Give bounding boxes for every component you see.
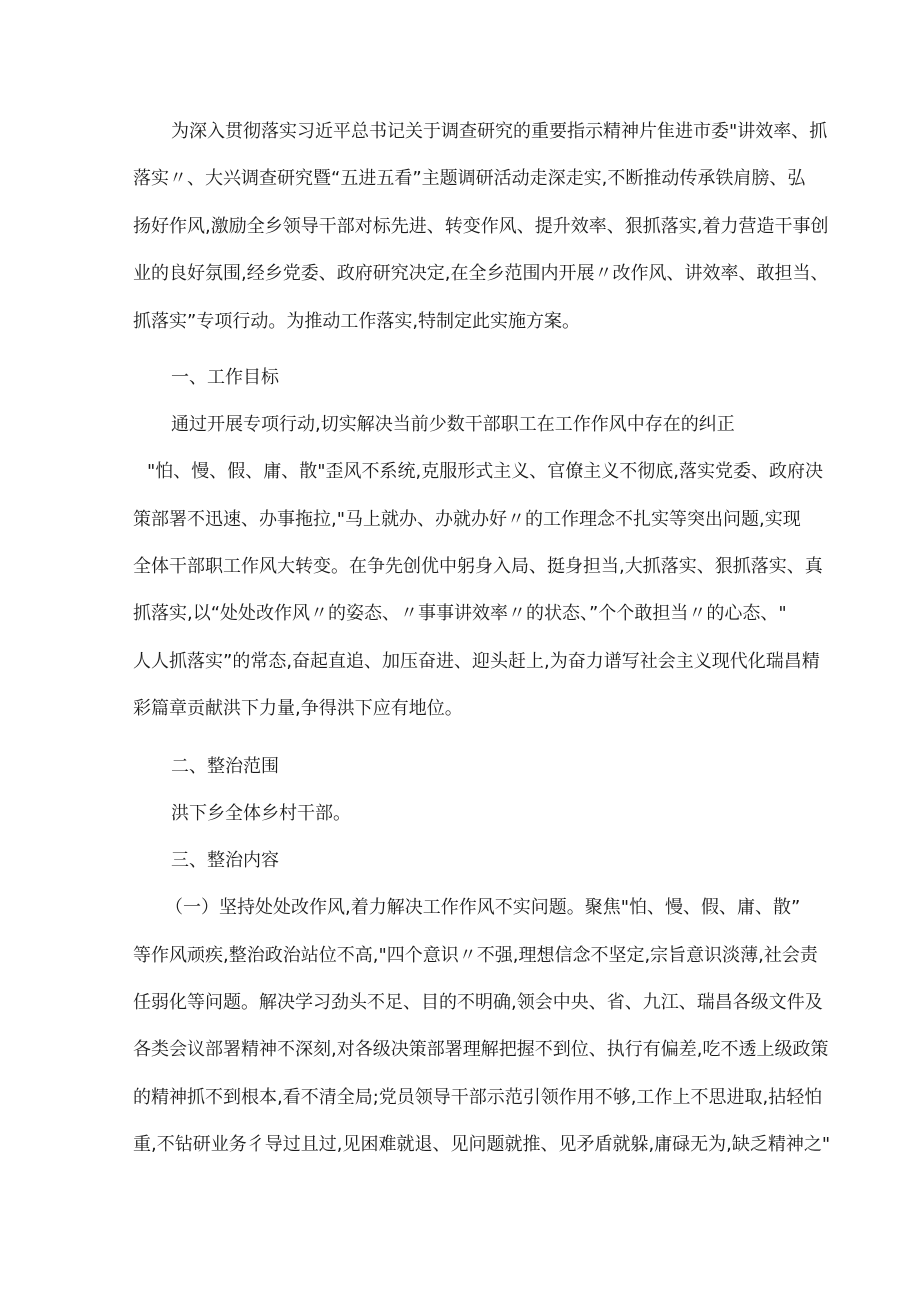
text-line: 抓落实”专项行动。为推动工作落实,特制定此实施方案。 bbox=[133, 311, 581, 332]
text-line: 扬好作风,激励全乡领导干部对标先进、转变作风、提升效率、狠抓落实,着力营造干事创 bbox=[133, 216, 829, 237]
text-line: 为深入贯彻落实习近平总书记关于调查研究的重要指示精神片隹进市委"讲效率、抓 bbox=[171, 121, 828, 142]
text-line: "怕、慢、假、庸、散"歪风不系统,克服形式主义、官僚主义不彻底,落实党委、政府决 bbox=[147, 461, 823, 482]
text-line: 落实〃、大兴调查研究暨“五进五看”主题调研活动走深走实,不断推动传承铁肩膀、弘 bbox=[133, 168, 806, 189]
text-line: 重,不钻研业务彳导过且过,见困难就退、见问题就推、见矛盾就躲,庸碌无为,缺乏精神之" bbox=[133, 1134, 831, 1155]
text-line: 业的良好氛围,经乡党委、政府研究决定,在全乡范围内开展〃改作风、讲效率、敢担当、 bbox=[133, 263, 829, 284]
section-heading-content: 三、整治内容 bbox=[171, 850, 279, 871]
text-line: 人人抓落实”的常态,奋起直追、加压奋进、迎头赶上,为奋力谱写社会主义现代化瑞昌精 bbox=[133, 651, 820, 672]
text-line: 抓落实,以“处处改作风〃的姿态、〃事事讲效率〃的状态、”个个敢担当〃的心态、" bbox=[133, 603, 787, 624]
text-line: 各类会议部署精神不深刻,对各级决策部署理解把握不到位、执行有偏差,吃不透上级政策 bbox=[133, 1039, 829, 1060]
text-line: 彩篇章贡献洪下力量,争得洪下应有地位。 bbox=[133, 698, 463, 719]
text-line: 策部署不迅速、办事拖拉,"马上就办、办就办好〃的工作理念不扎实等突出问题,实现 bbox=[133, 509, 801, 530]
text-line: 全体干部职工作风大转变。在争先创优中躬身入局、挺身担当,大抓落实、狠抓落实、真 bbox=[133, 556, 823, 577]
section-heading-scope: 二、整治范围 bbox=[171, 756, 279, 777]
section-heading-goals: 一、工作目标 bbox=[171, 367, 279, 388]
text-line: 洪下乡全体乡村干部。 bbox=[171, 803, 351, 824]
text-line: 等作风顽疾,整治政治站位不高,"四个意识〃不强,理想信念不坚定,宗旨意识淡薄,社会责 bbox=[133, 945, 818, 966]
text-line: （一）坚持处处改作风,着力解决工作作风不实问题。聚焦"怕、慢、假、庸、散” bbox=[165, 897, 801, 918]
text-line: 通过开展专项行动,切实解决当前少数干部职工在工作作风中存在的纠正 bbox=[171, 414, 735, 435]
text-line: 的精神抓不到根本,看不清全局;党员领导干部示范引领作用不够,工作上不思进取,拈轻怕 bbox=[133, 1087, 823, 1108]
text-line: 任弱化等问题。解决学习劲头不足、目的不明确,领会中央、省、九江、瑞昌各级文件及 bbox=[133, 992, 823, 1013]
